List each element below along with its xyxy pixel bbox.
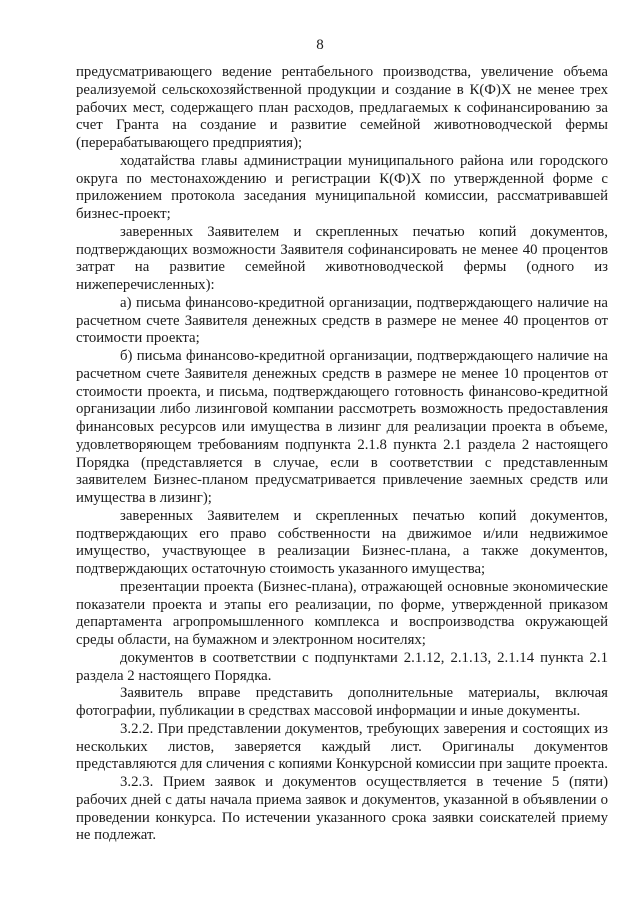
document-body — [76, 64, 608, 845]
paragraph-3-2-3: 3.2.3. Прием заявок и документов осуществляется в течение 5 (пяти) рабочих дней с даты начала приема заявок и документов, указанной в объявлении о проведении конкурса. По истечении указанного срока заявки соискателей приему не подлежат. — [76, 774, 608, 844]
paragraph-subpoint-documents: документов в соответствии с подпунктами 2.1.12, 2.1.13, 2.1.14 пункта 2.1 раздела 2 настоящего Порядка. — [76, 649, 608, 684]
paragraph-additional-materials: Заявитель вправе представить дополнительные материалы, включая фотографии, публикации в средствах массовой информации и иные документы. — [76, 685, 608, 719]
paragraph-3-2-2: 3.2.2. При представлении документов, требующих заверения и состоящих из нескольких листов, заверяется каждый лист. Оригиналы документов представляются для сличения с копиями Конкурсной комиссии при защите проекта. — [76, 720, 608, 773]
paragraph-business-plan-continuation: предусматривающего ведение рентабельного производства, увеличение объема реализуемой сельскохозяйственной продукции и создание в К(Ф)Х не менее трех рабочих мест, содержащего план расходов, предлагаемых к софинансированию за счет Гранта на создание и развитие семейной животноводческой фермы (перерабатывающего предприятия); — [76, 64, 608, 151]
paragraph-item-a: а) письма финансово-кредитной организации, подтверждающего наличие на расчетном счете Заявителя денежных средств в размере не менее 40 процентов от стоимости проекта; — [76, 294, 608, 347]
paragraph-cofinancing-documents: заверенных Заявителем и скрепленных печатью копий документов, подтверждающих возможности Заявителя софинансировать не менее 40 процентов затрат на развитие семейной животноводческой фермы (одного из нижеперечисленных): — [76, 223, 608, 293]
page-number: 8 — [316, 37, 324, 53]
paragraph-item-b: б) письма финансово-кредитной организации, подтверждающего наличие на расчетном счете Заявителя денежных средств в размере не менее 10 процентов от стоимости проекта, и письма, подтверждающего готовность финансово-кредитной организации либо лизинговой компании рассмотреть возможность предоставления финансовых ресурсов или имущества в лизинг для реализации проекта в объеме, удовлетворяющем требованиям подпункта 2.1.8 пункта 2.1 раздела 2 настоящего Порядка (представляется в случае, если в соответствии с представленным заявителем Бизнес-планом предусматривается привлечение заемных средств или имущества в лизинг); — [76, 348, 608, 506]
paragraph-property-documents: заверенных Заявителем и скрепленных печатью копий документов, подтверждающих его право собственности на движимое и/или недвижимое имущество, участвующее в реализации Бизнес-плана, а также документов, подтверждающих остаточную стоимость указанного имущества; — [76, 507, 608, 577]
paragraph-presentation: презентации проекта (Бизнес-плана), отражающей основные экономические показатели проекта и этапы его реализации, по форме, утвержденной приказом департамента агропромышленного комплекса и воспроизводства окружающей среды области, на бумажном и электронном носителях; — [76, 578, 608, 648]
paragraph-petition: ходатайства главы администрации муниципального района или городского округа по местонахождению и регистрации К(Ф)Х по утвержденной форме с приложением протокола заседания муниципальной комиссии, рассматривавшей бизнес-проект; — [76, 152, 608, 222]
